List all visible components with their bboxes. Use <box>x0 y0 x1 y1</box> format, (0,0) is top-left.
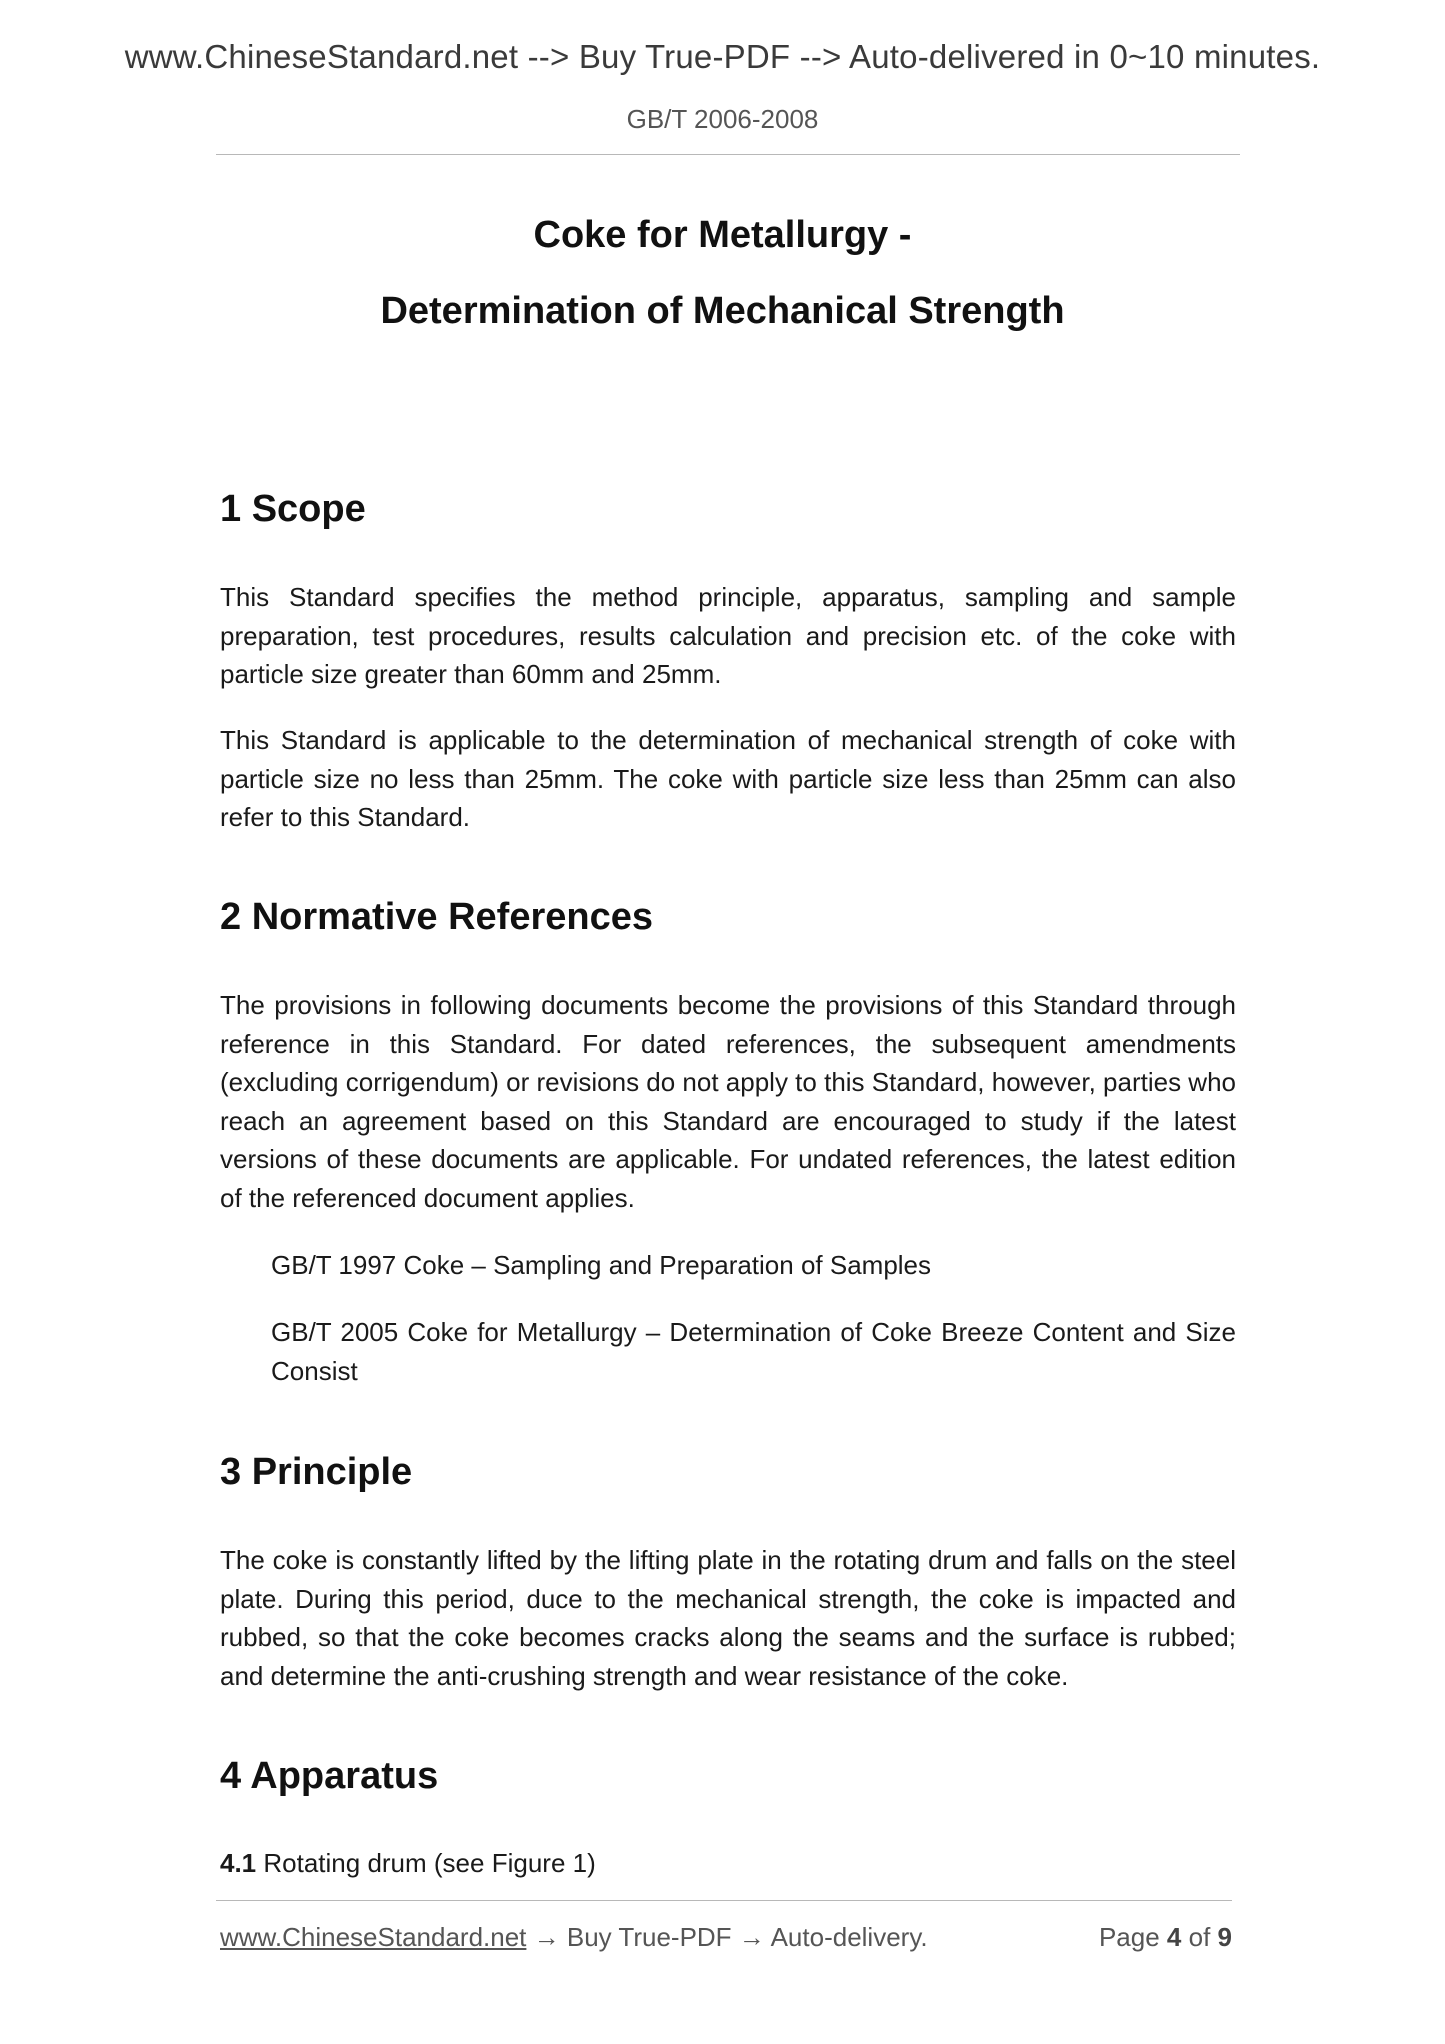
footer-delivery-text: Auto-delivery. <box>770 1922 928 1952</box>
header-divider <box>216 154 1240 155</box>
of-label: of <box>1188 1922 1211 1952</box>
clause-number: 4.1 <box>220 1848 257 1878</box>
arrow-icon: → <box>731 1922 771 1952</box>
footer-buy-text: Buy True-PDF <box>566 1922 732 1952</box>
scope-paragraph-2: This Standard is applicable to the determination of mechanical strength of coke with particle size no less than 25mm. The coke with particle size less than 25mm can also refer to this Standard. <box>220 725 1236 832</box>
top-banner: www.ChineseStandard.net --> Buy True-PDF --> Auto-delivered in 0~10 minutes. <box>124 38 1321 75</box>
normative-references-paragraph: The provisions in following documents become the provisions of this Standard through reference in this Standard. For dated references, the subsequent amendments (excluding corrigendum) or revisions do not apply to this Standard, however, parties who reach an agreement based on this Standard are encouraged to study if the latest versions of these documents are applicable. For undated references, the latest edition of the referenced document applies. <box>220 990 1236 1213</box>
document-code: GB/T 2006-2008 <box>626 104 819 134</box>
scope-heading: 1 Scope <box>220 488 366 530</box>
scope-paragraph-1: This Standard specifies the method principle, apparatus, sampling and sample preparation, test procedures, results calculation and precision etc. of the coke with particle size greater than 60mm and 25mm. <box>220 582 1236 689</box>
footer-site-link[interactable]: www.ChineseStandard.net <box>220 1922 527 1952</box>
principle-paragraph: The coke is constantly lifted by the lifting plate in the rotating drum and falls on the steel plate. During this period, duce to the mechanical strength, the coke is impacted and rubbed, so that the coke becomes cracks along the seams and the surface is rubbed; and determine the anti-crushing strength and wear resistance of the coke. <box>220 1545 1236 1691</box>
page-label: Page <box>1098 1922 1160 1952</box>
principle-heading: 3 Principle <box>220 1451 413 1493</box>
arrow-icon: → <box>526 1922 567 1952</box>
clause-text: Rotating drum (see Figure 1) <box>256 1848 596 1878</box>
title-line-2: Determination of Mechanical Strength <box>380 290 1065 332</box>
page-footer <box>220 1922 1232 1953</box>
page-total: 9 <box>1217 1922 1232 1952</box>
clause-4-1 <box>220 1844 1236 1883</box>
apparatus-heading: 4 Apparatus <box>220 1755 439 1797</box>
page-number: 4 <box>1166 1922 1182 1952</box>
normative-references-heading: 2 Normative References <box>220 896 653 938</box>
reference-item-gbt-2005: GB/T 2005 Coke for Metallurgy – Determination of Coke Breeze Content and Size Consist <box>271 1317 1236 1386</box>
footer-divider <box>216 1900 1232 1901</box>
page-indicator <box>1099 1922 1232 1953</box>
reference-item-gbt-1997: GB/T 1997 Coke – Sampling and Preparation of Samples <box>271 1250 932 1280</box>
title-line-1: Coke for Metallurgy - <box>533 214 912 256</box>
